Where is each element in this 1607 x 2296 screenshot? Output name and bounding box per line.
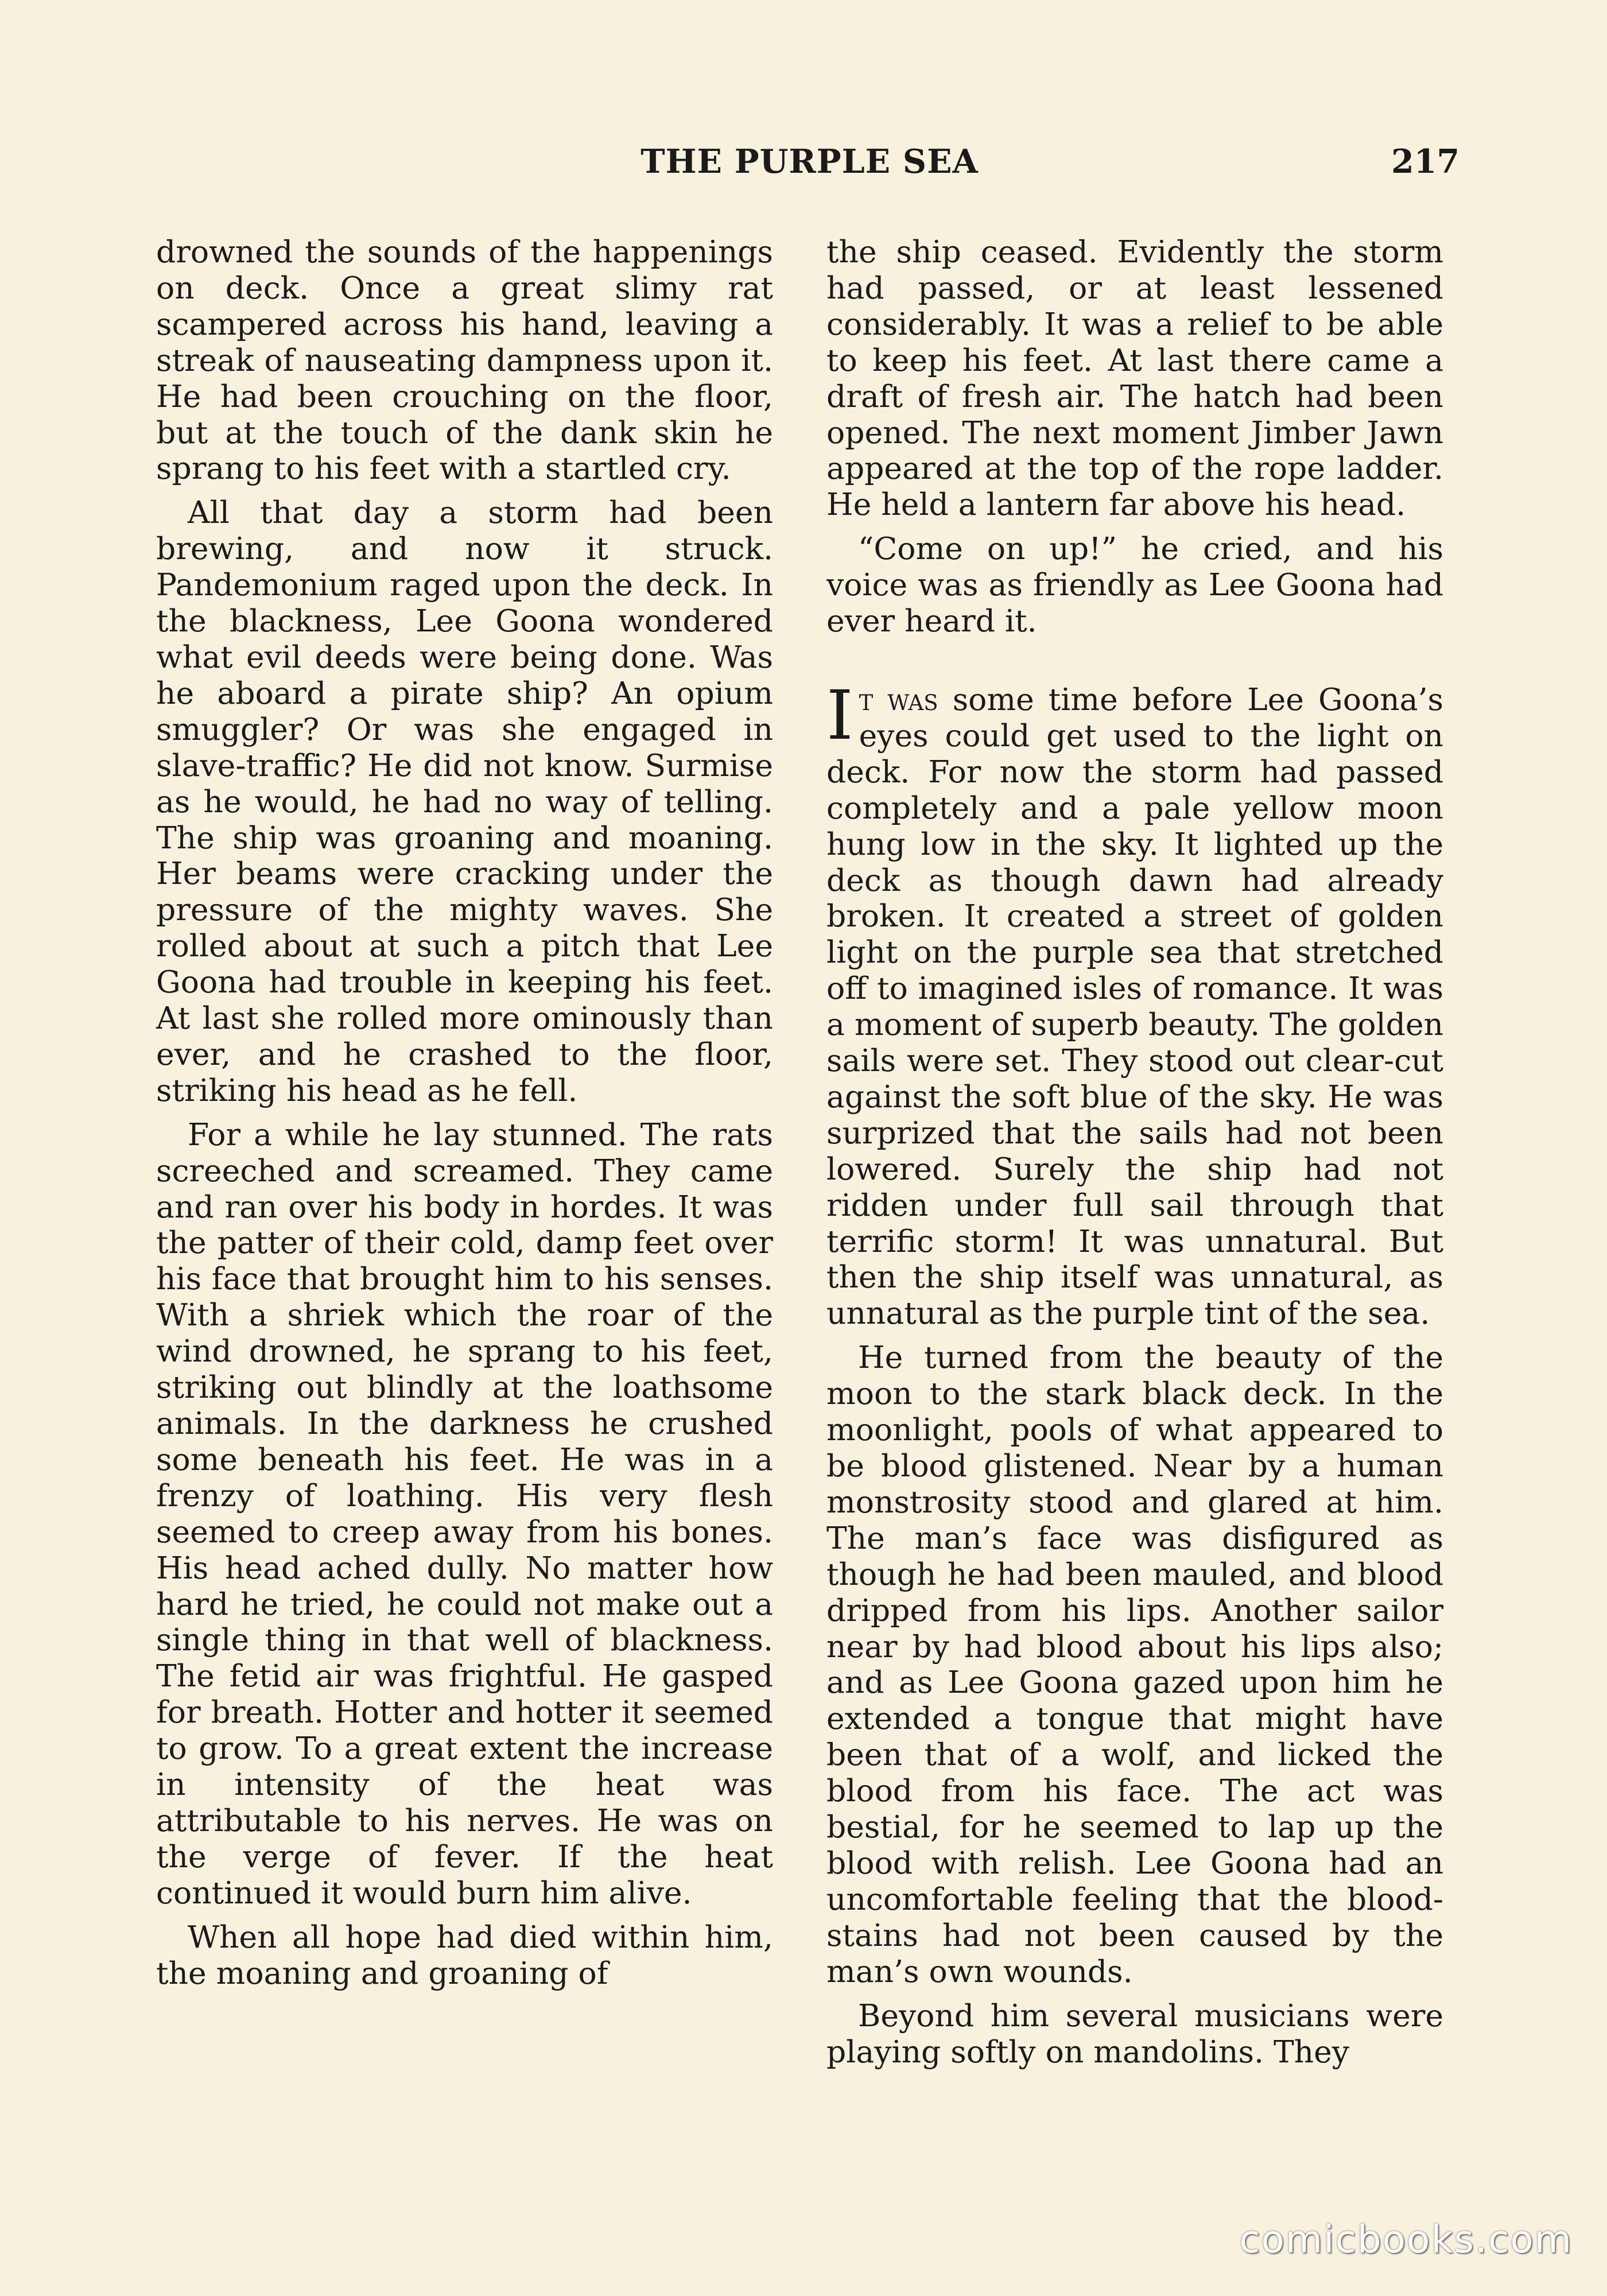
running-title: THE PURPLE SEA	[641, 142, 979, 181]
paragraph: Beyond him several musicians were playing softly on mandolins. They	[826, 1997, 1443, 2070]
lead-in: t was	[859, 681, 938, 718]
page-number: 217	[1391, 142, 1460, 181]
page-header	[160, 142, 1460, 194]
paragraph: He turned from the beauty of the moon to the stark black deck. In the moonlight, pools of what appeared to be blood glistened. Near by a human monstrosity stood and glared at him. The man’s face was disfigured as though he had been mauled, and blood dripped from his lips. Another sailor near by had blood about his lips also; and as Lee Goona gazed upon him he extended a tongue that might have been that of a wolf, and licked the blood from his face. The act was bestial, for he seemed to lap up the blood with relish. Lee Goona had an uncomfortable feeling that the blood-stains had not been caused by the man’s own wounds.	[826, 1339, 1443, 1989]
paragraph: “Come on up!” he cried, and his voice was as friendly as Lee Goona had ever heard it.	[826, 530, 1443, 639]
watermark: comicbooks.com	[1239, 2217, 1573, 2262]
section-break	[826, 647, 1443, 682]
right-column	[826, 234, 1443, 2070]
drop-cap: I	[826, 675, 853, 755]
left-column	[156, 234, 773, 1992]
paragraph-text: some time before Lee Goona’s eyes could get used to the light on deck. For now the storm had passed completely and a pale yellow moon hung low in the sky. It lighted up the deck as though dawn had already broken. It created a street of golden light on the purple sea that stretched off to imagined isles of romance. It was a moment of superb beauty. The golden sails were set. They stood out clear-cut against the soft blue of the sky. He was surprized that the sails had not been lowered. Surely the ship had not ridden under full sail through that terrific storm! It was unnatural. But then the ship itself was unnatural, as unnatural as the purple tint of the sea.	[826, 681, 1443, 1332]
paragraph: All that day a storm had been brewing, and now it struck. Pandemonium raged upon the deck. In the blackness, Lee Goona wondered what evil deeds were being done. Was he aboard a pirate ship? An opium smuggler? Or was she engaged in slave-traffic? He did not know. Surmise as he would, he had no way of telling. The ship was groaning and moaning. Her beams were cracking under the pressure of the mighty waves. She rolled about at such a pitch that Lee Goona had trouble in keeping his feet. At last she rolled more ominously than ever, and he crashed to the floor, striking his head as he fell.	[156, 494, 773, 1108]
paragraph: the ship ceased. Evidently the storm had passed, or at least lessened considerably. It was a relief to be able to keep his feet. At last there came a draft of fresh air. The hatch had been opened. The next moment Jimber Jawn appeared at the top of the rope ladder. He held a lantern far above his head.	[826, 234, 1443, 523]
paragraph: When all hope had died within him, the moaning and groaning of	[156, 1918, 773, 1991]
paragraph: drowned the sounds of the happenings on deck. Once a great slimy rat scampered across his hand, leaving a streak of nauseating dampness upon it. He had been crouching on the floor, but at the touch of the dank skin he sprang to his feet with a startled cry.	[156, 234, 773, 487]
paragraph: For a while he lay stunned. The rats screeched and screamed. They came and ran over his body in hordes. It was the patter of their cold, damp feet over his face that brought him to his senses. With a shriek which the roar of the wind drowned, he sprang to his feet, striking out blindly at the loathsome animals. In the darkness he crushed some beneath his feet. He was in a frenzy of loathing. His very flesh seemed to creep away from his bones. His head ached dully. No matter how hard he tried, he could not make out a single thing in that well of blackness. The fetid air was frightful. He gasped for breath. Hotter and hotter it seemed to grow. To a great extent the increase in intensity of the heat was attributable to his nerves. He was on the verge of fever. If the heat continued it would burn him alive.	[156, 1116, 773, 1911]
section-opening-paragraph	[826, 675, 1443, 1332]
